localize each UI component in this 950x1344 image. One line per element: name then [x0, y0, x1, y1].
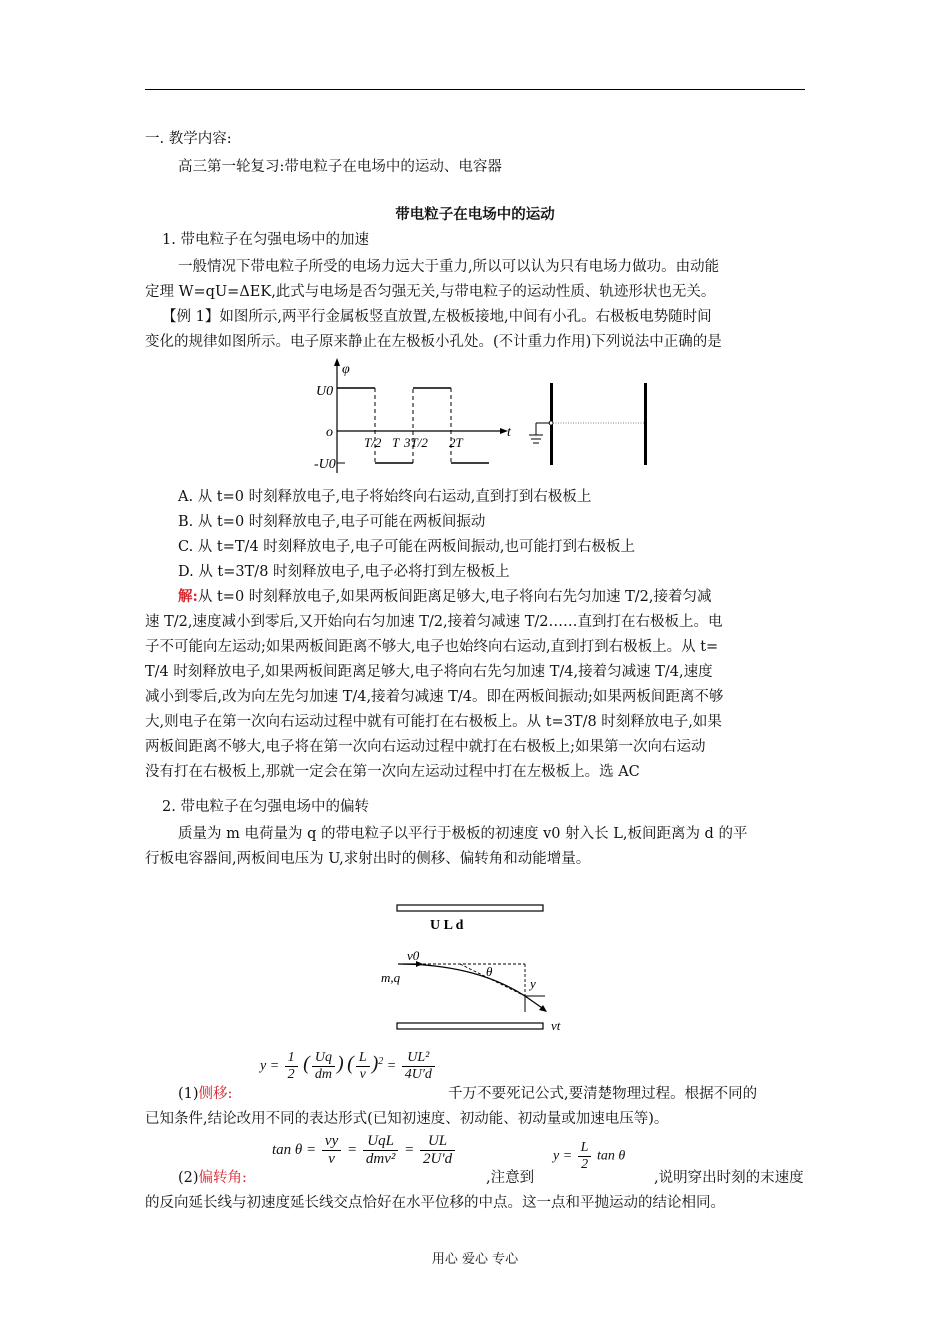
- lateral-text-line1: 千万不要死记公式,要清楚物理过程。根据不同的: [448, 1086, 758, 1102]
- deflection-diagram: [375, 900, 575, 1035]
- solution-line-1: 解:从 t=0 时刻释放电子,如果两板间距离足够大,电子将向右先匀加速 T/2,接着匀减: [178, 588, 712, 605]
- deflection-label-line: (2)偏转角:: [178, 1170, 247, 1186]
- solution-line-2: 速 T/2,速度减小到零后,又开始向右匀加速 T/2,接着匀减速 T/2……直到打在右极板上。电: [145, 614, 723, 630]
- solution-line-3: 子不可能向左运动;如果两板间距离不够大,电子也始终向右运动,直到打到右极板上。从 t=: [145, 639, 719, 655]
- mq-label: m,q: [381, 970, 401, 985]
- potential-graph-figure: [300, 355, 660, 480]
- part2-title: 2. 带电粒子在匀强电场中的偏转: [162, 799, 369, 815]
- phi-axis-arrow: [334, 358, 340, 366]
- right-plate: [644, 383, 647, 465]
- u0-label: U0: [316, 384, 334, 399]
- theta-label: θ: [486, 964, 493, 979]
- phi-label: φ: [342, 362, 350, 377]
- tick-label-3t-half: 3T/2: [404, 435, 428, 450]
- deflection-mid-text: ,注意到: [486, 1170, 535, 1186]
- tick-label-t: T: [392, 435, 400, 450]
- option-a: A. 从 t=0 时刻释放电子,电子将始终向右运动,直到打到右极板上: [178, 489, 592, 505]
- lateral-formula: y = $\frac{1}{2}$ ( $\frac{Uq}{dm}$ ) ( $\frac{L}{v}$ )$^2$ = $\frac{\text{UL²}}{4U'd}$: [260, 1050, 437, 1083]
- lateral-label-line: (1)侧移:: [178, 1086, 233, 1102]
- solution-line-8: 没有打在右极板上,那就一定会在第一次向左运动过程中打在左极板上。选 AC: [145, 764, 640, 780]
- deflection-text-line2: 的反向延长线与初速度延长线交点恰好在水平位移的中点。这一点和平抛运动的结论相同。: [145, 1195, 725, 1211]
- solution-line-4: T/4 时刻释放电子,如果两板间距离足够大,电子将向右先匀加速 T/4,接着匀减速 T/4,速度: [145, 664, 713, 680]
- deflection-formula: tan θ = $\frac{vy}{v}$ = $\frac{\text{UqL}}{\text{dmv²}}$ = $\frac{UL}{2U'd}$: [272, 1133, 457, 1168]
- lower-plate: [397, 1023, 543, 1029]
- header-rule: [145, 89, 805, 90]
- part1-paragraph-line1: 一般情况下带电粒子所受的电场力远大于重力,所以可以认为只有电场力做功。由动能: [178, 259, 720, 275]
- solution-line-6: 大,则电子在第一次向右运动过程中就有可能打在右极板上。从 t=3T/8 时刻释放电子,如果: [145, 714, 722, 730]
- upper-plate: [397, 905, 543, 911]
- page-title: 带电粒子在电场中的运动: [395, 206, 555, 223]
- plate-labels: U L d: [430, 918, 464, 933]
- subtitle: 高三第一轮复习:带电粒子在电场中的运动、电容器: [178, 159, 502, 175]
- option-d: D. 从 t=3T/8 时刻释放电子,电子必将打到左极板上: [178, 564, 510, 580]
- part2-paragraph-line1: 质量为 m 电荷量为 q 的带电粒子以平行于极板的初速度 v0 射入长 L,板间距离为 d 的平: [178, 826, 748, 842]
- option-b: B. 从 t=0 时刻释放电子,电子可能在两板间振动: [178, 514, 486, 530]
- part2-paragraph-line2: 行板电容器间,两板间电压为 U,求射出时的侧移、偏转角和动能增量。: [145, 851, 591, 867]
- solution-label: 解:: [178, 588, 198, 605]
- tick-label-t-half: T/2: [364, 435, 382, 450]
- solution-line-7: 两板间距离不够大,电子将在第一次向右运动过程中就打在右极板上;如果第一次向右运动: [145, 739, 706, 755]
- y-label: y: [530, 976, 536, 991]
- neg-u0-label: -U0: [314, 457, 336, 472]
- lateral-label: 侧移:: [198, 1086, 233, 1102]
- y-formula: y = $\frac{L}{2}$ tan θ: [553, 1140, 626, 1172]
- tick-label-2t: 2T: [449, 435, 463, 450]
- solution-line-5: 减小到零后,改为向左先匀加速 T/4,接着匀减速 T/4。即在两板间振动;如果两板间距离不够: [145, 689, 724, 705]
- example1-line1: 【例 1】如图所示,两平行金属板竖直放置,左极板接地,中间有小孔。右极板电势随时间: [162, 309, 712, 325]
- option-c: C. 从 t=T/4 时刻释放电子,电子可能在两板间振动,也可能打到右极板上: [178, 539, 635, 555]
- reverse-extension-line: [460, 964, 525, 996]
- trajectory: [398, 964, 525, 996]
- part1-paragraph-line2: 定理 W=qU=ΔEK,此式与电场是否匀强无关,与带电粒子的运动性质、轨迹形状也无关。: [145, 284, 716, 300]
- origin-label: o: [326, 425, 333, 440]
- page-footer: 用心 爱心 专心: [431, 1252, 519, 1267]
- vt-label: vt: [551, 1018, 561, 1033]
- example1-line2: 变化的规律如图所示。电子原来静止在左极板小孔处。(不计重力作用)下列说法中正确的是: [145, 334, 722, 350]
- deflection-text-line1: ,说明穿出时刻的末速度: [654, 1170, 804, 1186]
- lateral-text-line2: 已知条件,结论改用不同的表达形式(已知初速度、初动能、初动量或加速电压等)。: [145, 1111, 669, 1127]
- v0-label: v0: [407, 948, 420, 963]
- section-heading: 一. 教学内容:: [145, 131, 232, 147]
- t-label: t: [507, 425, 511, 440]
- part1-title: 1. 带电粒子在匀强电场中的加速: [162, 232, 369, 248]
- deflection-label: 偏转角:: [198, 1170, 247, 1186]
